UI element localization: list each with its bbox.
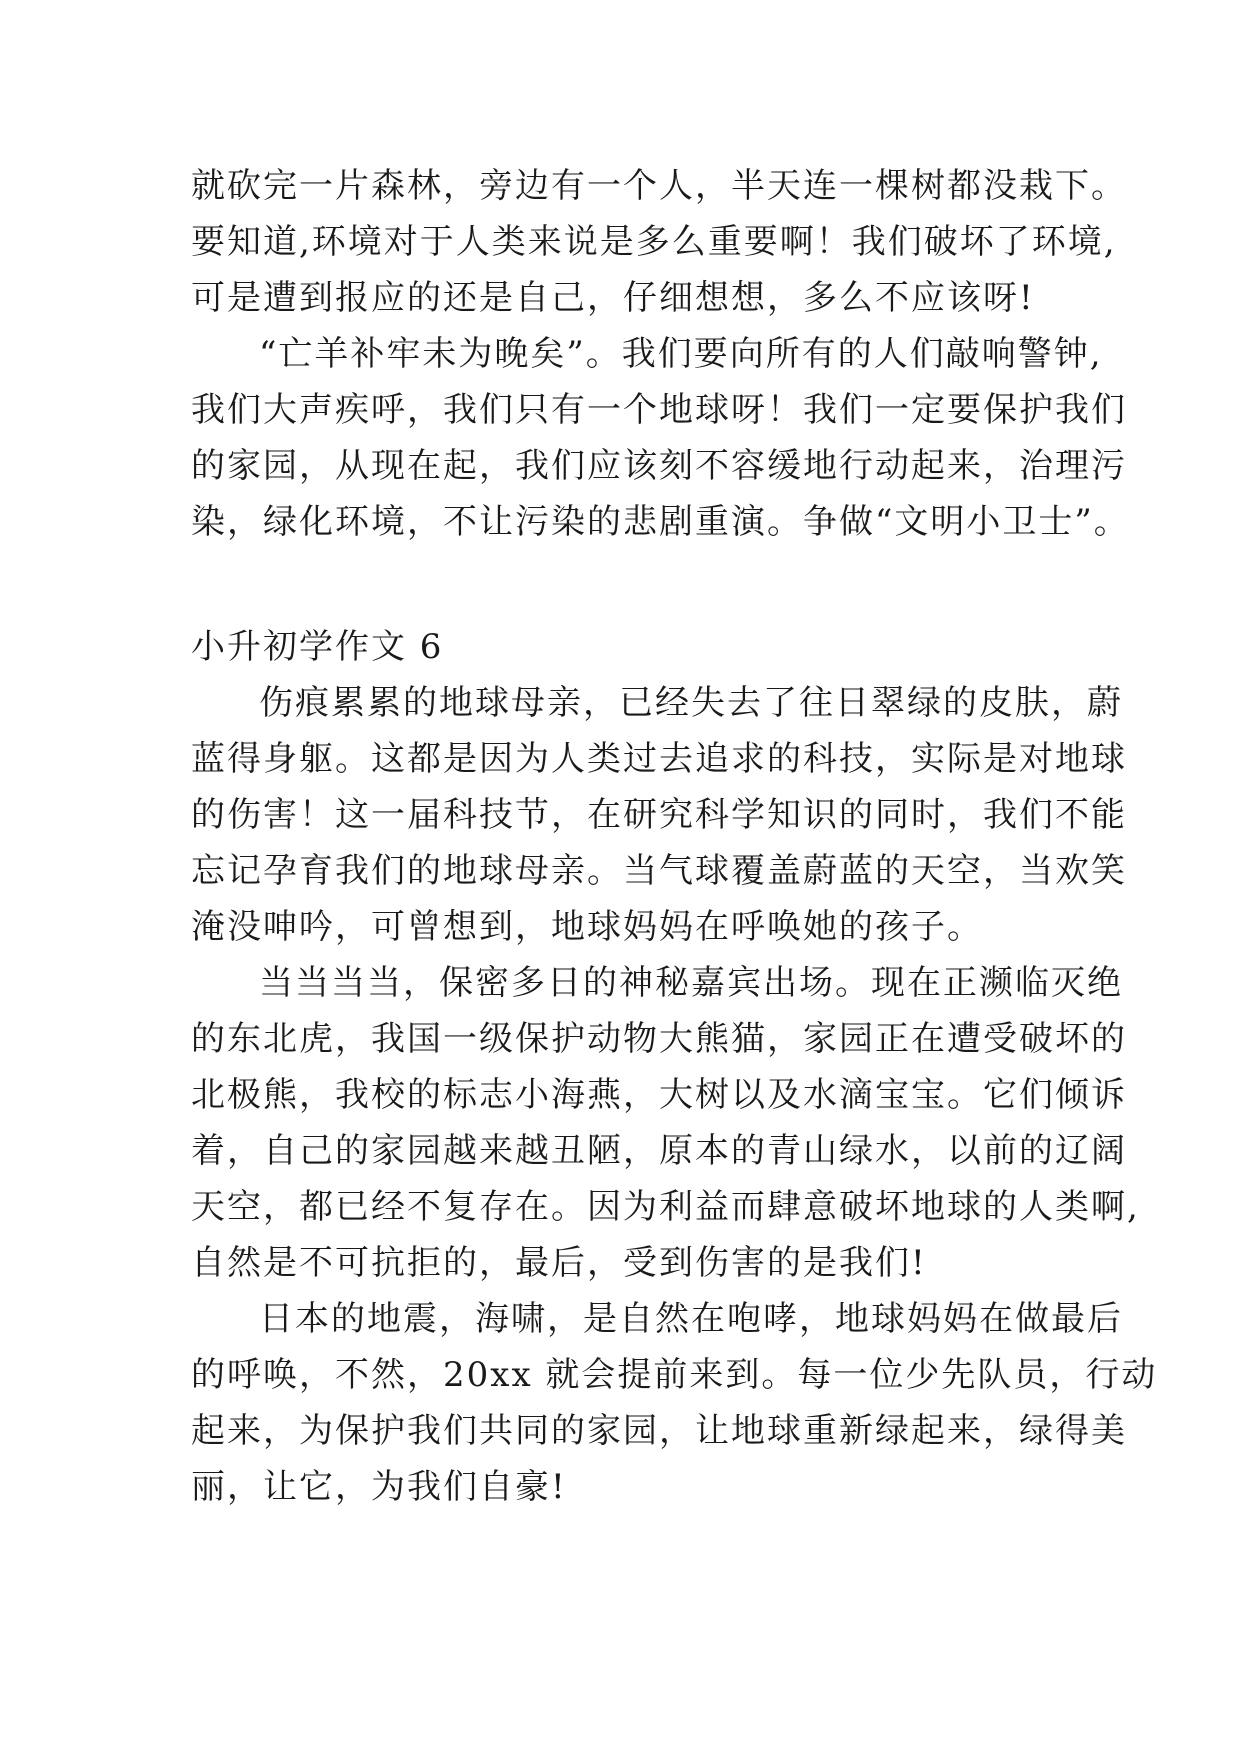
text-line: 忘记孕育我们的地球母亲。当气球覆盖蔚蓝的天空，当欢笑 <box>191 851 1127 891</box>
text-line: 自然是不可抗拒的，最后，受到伤害的是我们! <box>191 1243 927 1283</box>
text-line: 我们大声疾呼，我们只有一个地球呀！我们一定要保护我们 <box>191 390 1127 430</box>
section-title: 小升初学作文 6 <box>191 627 444 667</box>
text-line: 可是遭到报应的还是自己，仔细想想，多么不应该呀! <box>191 278 1035 318</box>
text-line: 淹没呻吟，可曾想到，地球妈妈在呼唤她的孩子。 <box>191 907 983 947</box>
text-line: 北极熊，我校的标志小海燕，大树以及水滴宝宝。它们倾诉 <box>191 1075 1127 1115</box>
text-line: 的呼唤，不然，20xx 就会提前来到。每一位少先队员，行动 <box>191 1355 1158 1395</box>
text-line: 着，自己的家园越来越丑陋，原本的青山绿水，以前的辽阔 <box>191 1131 1127 1171</box>
text-line: 起来，为保护我们共同的家园，让地球重新绿起来，绿得美 <box>191 1411 1127 1451</box>
text-line: 蓝得身躯。这都是因为人类过去追求的科技，实际是对地球 <box>191 739 1127 779</box>
text-line: 日本的地震，海啸，是自然在咆哮，地球妈妈在做最后 <box>259 1299 1123 1339</box>
text-line: 的家园，从现在起，我们应该刻不容缓地行动起来，治理污 <box>191 446 1127 486</box>
text-line: 的伤害！这一届科技节，在研究科学知识的同时，我们不能 <box>191 795 1127 835</box>
text-line: 的东北虎，我国一级保护动物大熊猫，家园正在遭受破坏的 <box>191 1019 1127 1059</box>
text-line: “亡羊补牢未为晚矣”。我们要向所有的人们敲响警钟, <box>259 334 1103 374</box>
text-line: 丽，让它，为我们自豪! <box>191 1467 567 1507</box>
text-line: 当当当当，保密多日的神秘嘉宾出场。现在正濒临灭绝 <box>259 963 1123 1003</box>
text-line: 天空，都已经不复存在。因为利益而肆意破坏地球的人类啊, <box>191 1187 1140 1227</box>
text-line: 要知道,环境对于人类来说是多么重要啊！我们破坏了环境, <box>191 222 1117 262</box>
text-line: 就砍完一片森林，旁边有一个人，半天连一棵树都没栽下。 <box>191 166 1127 206</box>
text-line: 伤痕累累的地球母亲，已经失去了往日翠绿的皮肤，蔚 <box>259 683 1123 723</box>
text-line: 染，绿化环境，不让污染的悲剧重演。争做“文明小卫士”。 <box>191 502 1130 542</box>
